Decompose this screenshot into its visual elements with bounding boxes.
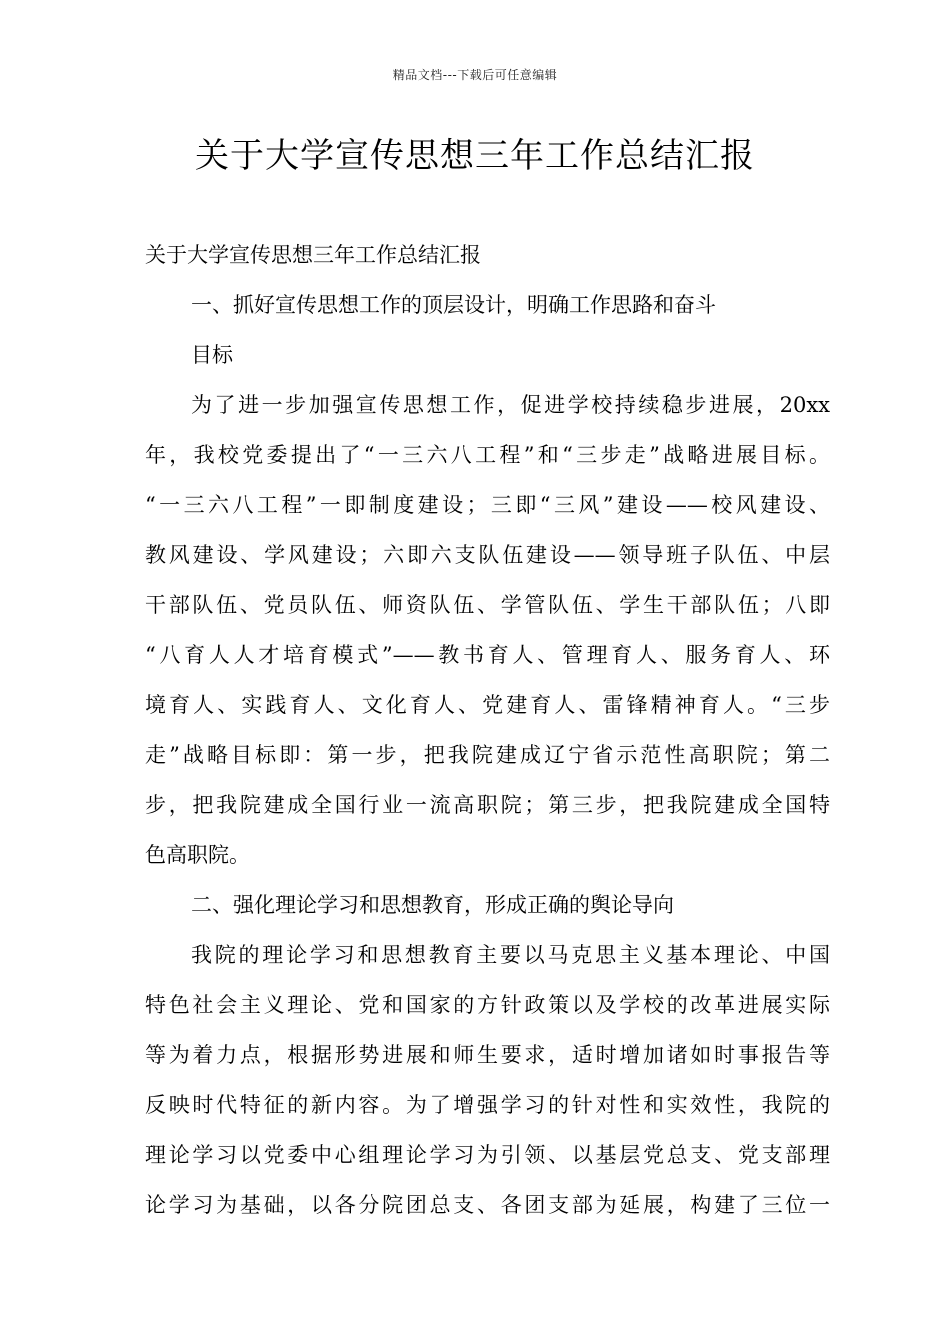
text-line: 论学习为基础，以各分院团总支、各团支部为延展，构建了三位一 — [145, 1193, 830, 1217]
text-line: 境育人、实践育人、文化育人、党建育人、雷锋精神育人。“三步 — [145, 693, 830, 717]
text-line: 色高职院。 — [145, 843, 250, 867]
document-title: 关于大学宣传思想三年工作总结汇报 — [195, 136, 755, 176]
text-line: 等为着力点，根据形势进展和师生要求，适时增加诸如时事报告等 — [145, 1043, 830, 1067]
text-line: 教风建设、学风建设；六即六支队伍建设——领导班子队伍、中层 — [145, 543, 830, 567]
text-line: 关于大学宣传思想三年工作总结汇报 — [145, 243, 481, 267]
text-line: 一、抓好宣传思想工作的顶层设计，明确工作思路和奋斗 — [191, 293, 716, 317]
text-line: 特色社会主义理论、党和国家的方针政策以及学校的改革进展实际 — [145, 993, 830, 1017]
text-line: 年，我校党委提出了“一三六八工程”和“三步走”战略进展目标。 — [145, 443, 830, 467]
text-line: 干部队伍、党员队伍、师资队伍、学管队伍、学生干部队伍；八即 — [145, 593, 830, 617]
text-line: “八育人人才培育模式”——教书育人、管理育人、服务育人、环 — [145, 643, 830, 667]
text-line: 二、强化理论学习和思想教育，形成正确的舆论导向 — [191, 893, 674, 917]
text-line: 理论学习以党委中心组理论学习为引领、以基层党总支、党支部理 — [145, 1143, 830, 1167]
text-line: 反映时代特征的新内容。为了增强学习的针对性和实效性，我院的 — [145, 1093, 830, 1117]
document-body — [145, 230, 830, 1230]
text-line: 为了进一步加强宣传思想工作，促进学校持续稳步进展，20xx — [191, 393, 830, 417]
text-line: 步，把我院建成全国行业一流高职院；第三步，把我院建成全国特 — [145, 793, 830, 817]
text-line: “一三六八工程”一即制度建设；三即“三风”建设——校风建设、 — [145, 493, 830, 517]
text-line: 目标 — [191, 343, 233, 367]
page-header-note: 精品文档---下载后可任意编辑 — [392, 68, 558, 82]
text-line: 走”战略目标即：第一步，把我院建成辽宁省示范性高职院；第二 — [145, 743, 830, 767]
text-line: 我院的理论学习和思想教育主要以马克思主义基本理论、中国 — [191, 943, 830, 967]
